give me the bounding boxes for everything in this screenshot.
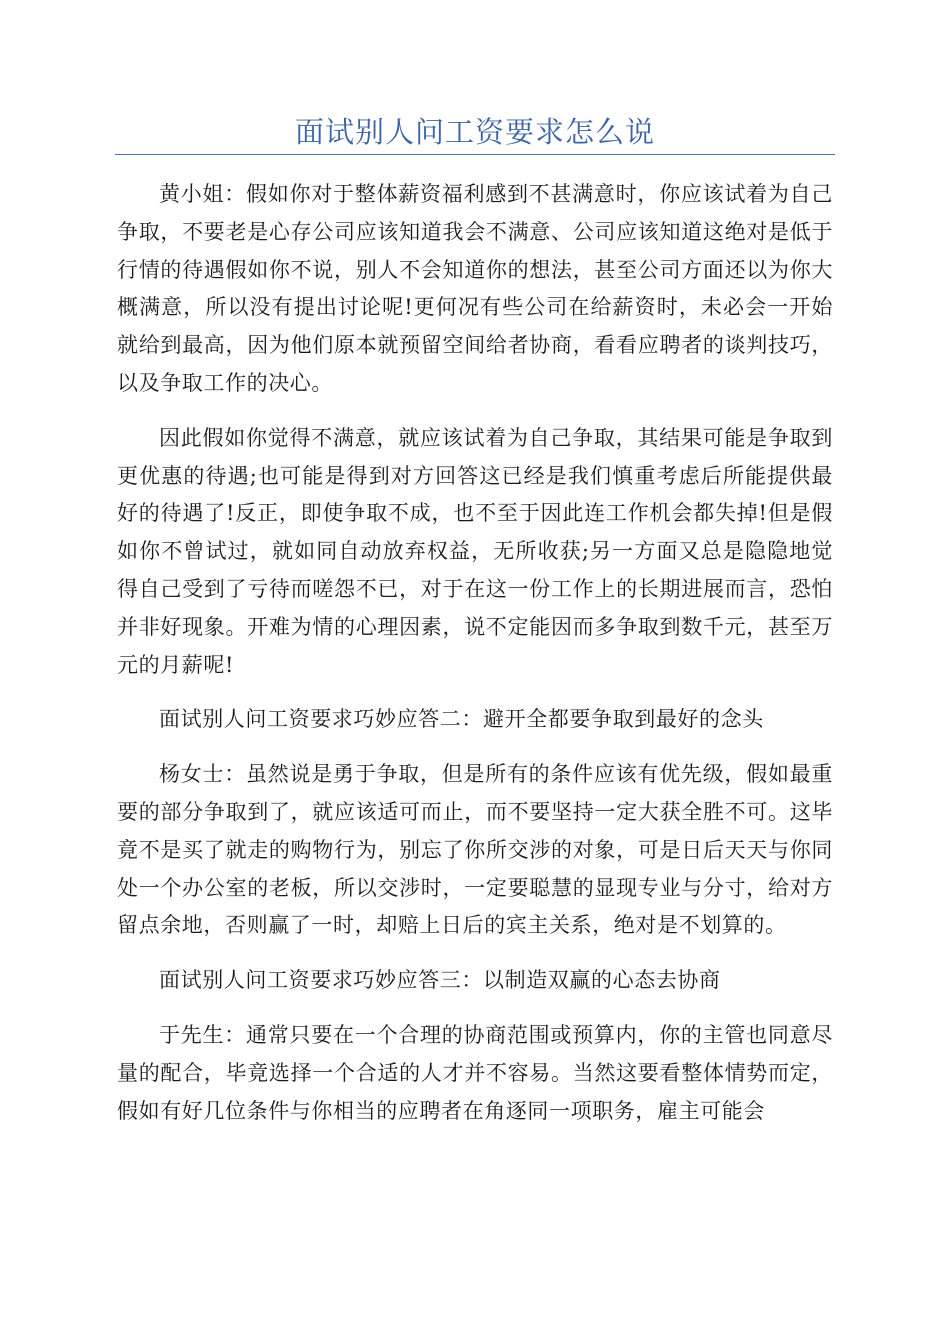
page-title: 面试别人问工资要求怎么说: [294, 115, 655, 149]
document-body: [117, 176, 833, 1147]
section-heading-3: 面试别人问工资要求巧妙应答三：以制造双赢的心态去协商: [159, 968, 721, 993]
paragraph-yang: 杨女士：虽然说是勇于争取，但是所有的条件应该有优先级，假如最重要的部分争取到了，就应该适可而止，而不要坚持一定大获全胜不可。这毕竟不是买了就走的购物行为，别忘了你所交涉的对象，可是日后天天与你同处一个办公室的老板，所以交涉时，一定要聪慧的显现专业与分寸，给对方留点余地，否则赢了一时，却赔上日后的宾主关系，绝对是不划算的。: [117, 762, 833, 938]
paragraph-yu: 于先生：通常只要在一个合理的协商范围或预算内，你的主管也同意尽量的配合，毕竟选择一个合适的人才并不容易。当然这要看整体情势而定，假如有好几位条件与你相当的应聘者在角逐同一项职务，雇主可能会: [117, 1022, 833, 1123]
section-heading-2: 面试别人问工资要求巧妙应答二：避开全都要争取到最好的念头: [159, 707, 764, 732]
paragraph-huang: 黄小姐：假如你对于整体薪资福利感到不甚满意时，你应该试着为自己争取，不要老是心存公司应该知道我会不满意、公司应该知道这绝对是低于行情的待遇假如你不说，别人不会知道你的想法，甚至公司方面还以为你大概满意，所以没有提出讨论呢!更何况有些公司在给薪资时，未必会一开始就给到最高，因为他们原本就预留空间给者协商，看看应聘者的谈判技巧，以及争取工作的决心。: [117, 182, 833, 395]
paragraph-therefore: 因此假如你觉得不满意，就应该试着为自己争取，其结果可能是争取到更优惠的待遇;也可能是得到对方回答这已经是我们慎重考虑后所能提供最好的待遇了!反正，即使争取不成，也不至于因此连工作机会都失掉!但是假如你不曾试过，就如同自动放弃权益，无所收获;另一方面又总是隐隐地觉得自己受到了亏待而嗟怨不已，对于在这一份工作上的长期进展而言，恐怕并非好现象。开难为情的心理因素，说不定能因而多争取到数千元，甚至万元的月薪呢!: [117, 425, 833, 677]
title-underline: [115, 154, 835, 155]
